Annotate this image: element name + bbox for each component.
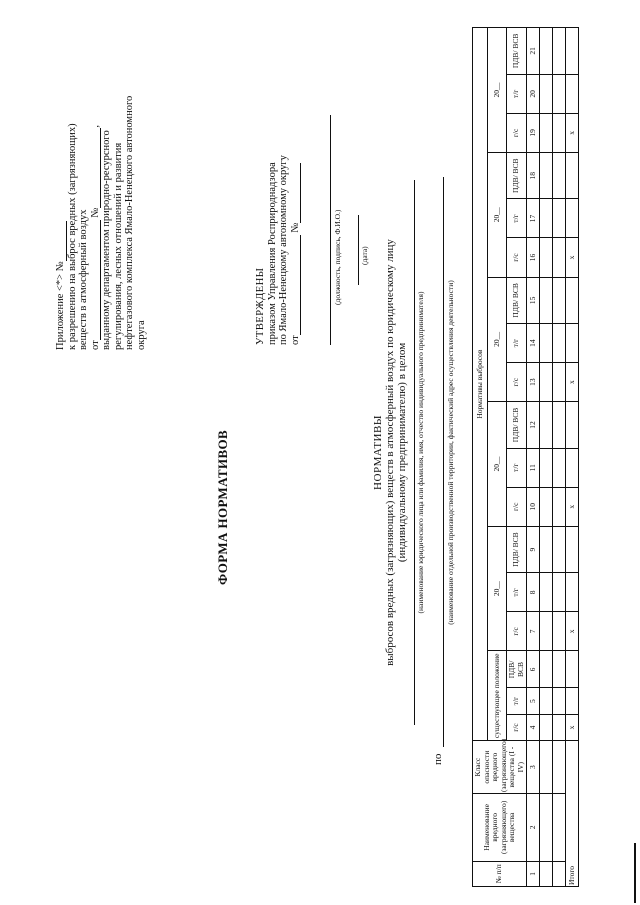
norms-line: (индивидуальному предпринимателю) в целом <box>396 342 408 563</box>
header-gs: г/с <box>507 363 527 402</box>
po-label: по <box>432 753 444 765</box>
cell <box>540 277 553 323</box>
cell <box>553 28 566 75</box>
cell <box>553 861 566 886</box>
approved-block <box>255 55 301 345</box>
header-tg: т/г <box>507 448 527 487</box>
cell <box>540 688 553 714</box>
col-num: 5 <box>527 688 540 714</box>
norms-heading: НОРМАТИВЫ <box>372 415 384 490</box>
header-gs: г/с <box>507 487 527 526</box>
col-num: 3 <box>527 741 540 794</box>
cell <box>566 573 579 612</box>
cell <box>553 526 566 572</box>
col-num: 9 <box>527 526 540 572</box>
header-pdv: ПДВ/ ВСВ <box>507 651 527 688</box>
header-gs: г/с <box>507 714 527 740</box>
approved-line: приказом Управления Росприроднадзора <box>266 162 278 345</box>
approved-no-label: № <box>289 222 301 233</box>
cell <box>540 612 553 651</box>
norms-heading-block <box>372 0 408 905</box>
cell <box>540 402 553 448</box>
cell <box>553 363 566 402</box>
header-tg: т/г <box>507 573 527 612</box>
cell <box>553 612 566 651</box>
cell <box>540 651 553 688</box>
table-row <box>540 28 553 887</box>
cell <box>540 448 553 487</box>
table-row <box>553 28 566 887</box>
cell <box>540 74 553 113</box>
cell <box>540 238 553 277</box>
cell <box>553 199 566 238</box>
cell <box>553 402 566 448</box>
cell <box>553 324 566 363</box>
total-x: x <box>566 714 579 740</box>
col-num: 2 <box>527 794 540 862</box>
cell <box>566 448 579 487</box>
cell <box>540 113 553 152</box>
total-x: x <box>566 487 579 526</box>
col-num: 11 <box>527 448 540 487</box>
date-caption: (дата) <box>360 246 369 265</box>
cell <box>540 714 553 740</box>
col-num: 12 <box>527 402 540 448</box>
appendix-line: нефтегазового комплекса Ямало-Ненецкого автономного <box>124 95 135 350</box>
cell <box>540 363 553 402</box>
header-existing: существующее положение <box>488 651 507 741</box>
cell <box>553 651 566 688</box>
entity-caption: (наименование юридического лица или фамилия, имя, отчество индивидуального предпринимателя) <box>416 291 425 614</box>
approved-heading: УТВЕРЖДЕНЫ <box>255 267 266 345</box>
cell <box>553 74 566 113</box>
header-year: 20__ <box>488 402 507 527</box>
header-tg: т/г <box>507 688 527 714</box>
col-num: 21 <box>527 28 540 75</box>
cell <box>566 688 579 714</box>
cell <box>566 402 579 448</box>
appendix-line: округа <box>135 320 147 350</box>
header-pdv: ПДВ/ ВСВ <box>507 402 527 448</box>
cell <box>540 794 553 862</box>
total-row <box>566 28 579 887</box>
header-tg: т/г <box>507 199 527 238</box>
appendix-from-label: от <box>89 340 101 350</box>
column-number-row <box>527 28 540 887</box>
cell <box>566 526 579 572</box>
approved-line: по Ямало-Ненецкому автономному округу <box>278 155 289 345</box>
col-num: 6 <box>527 651 540 688</box>
header-gs: г/с <box>507 612 527 651</box>
header-gs: г/с <box>507 113 527 152</box>
cell <box>566 277 579 323</box>
cell <box>553 487 566 526</box>
cell <box>553 238 566 277</box>
total-x: x <box>566 238 579 277</box>
cell <box>553 277 566 323</box>
norms-line: выбросов вредных (загрязняющих) веществ в атмосферный воздух по юридическому лицу <box>384 239 396 666</box>
total-x: x <box>566 612 579 651</box>
header-tg: т/г <box>507 324 527 363</box>
norms-table <box>472 27 579 887</box>
col-num: 4 <box>527 714 540 740</box>
signature-caption: (должность, подпись, Ф.И.О.) <box>333 209 342 305</box>
appendix-no-label: № <box>89 207 101 218</box>
header-year: 20__ <box>488 28 507 153</box>
cell <box>566 324 579 363</box>
total-x: x <box>566 113 579 152</box>
entity-name-line <box>414 180 415 725</box>
header-tg: т/г <box>507 74 527 113</box>
cell <box>540 199 553 238</box>
cell <box>540 741 553 794</box>
appendix-line: к разрешению на выброс вредных (загрязняющих) <box>66 123 78 350</box>
cell <box>553 741 566 794</box>
cell <box>540 487 553 526</box>
form-title: ФОРМА НОРМАТИВОВ <box>215 429 230 585</box>
appendix-title: Приложение <*> № <box>55 261 66 350</box>
header-gs: г/с <box>507 238 527 277</box>
col-num: 7 <box>527 612 540 651</box>
col-num: 16 <box>527 238 540 277</box>
top-rule <box>634 843 636 903</box>
appendix-line: регулирования, лесных отношений и развития <box>112 142 124 350</box>
appendix-line: выданному департаментом природно-ресурсного <box>101 130 112 350</box>
header-no: № п/п <box>473 861 527 886</box>
col-num: 14 <box>527 324 540 363</box>
cell <box>553 448 566 487</box>
col-num: 1 <box>527 861 540 886</box>
cell <box>566 152 579 198</box>
total-x: x <box>566 363 579 402</box>
header-year: 20__ <box>488 152 507 277</box>
header-pdv: ПДВ/ ВСВ <box>507 28 527 75</box>
cell <box>553 714 566 740</box>
appendix-line: веществ в атмосферный воздух <box>78 209 89 350</box>
header-norms-group: Нормативы выбросов <box>473 28 488 741</box>
col-num: 10 <box>527 487 540 526</box>
appendix-block: Приложение <*> № к разрешению на выброс вредных (загрязняющих) веществ в атмосферный воздух от №, выданному департаментом природно-ресурсного регулирования, лесных отношений и развития нефтегазового комплекса Ямало-Ненецкого автономного округа <box>55 10 147 350</box>
approved-from-label: от <box>289 335 301 345</box>
col-num: 18 <box>527 152 540 198</box>
signature-line <box>330 115 331 345</box>
total-label: Итого <box>566 741 579 887</box>
col-num: 8 <box>527 573 540 612</box>
header-substance: Наименование вредного (загрязняющего) вещества <box>473 794 527 862</box>
cell <box>540 526 553 572</box>
cell <box>540 861 553 886</box>
col-num: 19 <box>527 113 540 152</box>
header-year: 20__ <box>488 526 507 651</box>
cell <box>553 794 566 862</box>
territory-caption: (наименование отдельной производственной территории, фактический адрес осуществления деятельности) <box>446 280 455 625</box>
number-blank <box>300 163 301 223</box>
cell <box>540 28 553 75</box>
territory-line <box>443 177 444 747</box>
col-num: 15 <box>527 277 540 323</box>
cell <box>566 199 579 238</box>
header-pdv: ПДВ/ ВСВ <box>507 526 527 572</box>
date-blank <box>300 235 301 335</box>
cell <box>553 152 566 198</box>
cell <box>540 573 553 612</box>
cell <box>566 28 579 75</box>
date-line <box>358 215 359 285</box>
cell <box>540 152 553 198</box>
col-num: 17 <box>527 199 540 238</box>
cell <box>566 74 579 113</box>
cell <box>553 688 566 714</box>
cell <box>553 113 566 152</box>
cell <box>553 573 566 612</box>
col-num: 20 <box>527 74 540 113</box>
col-num: 13 <box>527 363 540 402</box>
header-hazard-class: Класс опасности вредного (загрязняющего) вещества (I - IV) <box>473 738 525 793</box>
header-pdv: ПДВ/ ВСВ <box>507 152 527 198</box>
cell <box>540 324 553 363</box>
header-year: 20__ <box>488 277 507 402</box>
header-row <box>473 28 488 887</box>
header-pdv: ПДВ/ ВСВ <box>507 277 527 323</box>
cell <box>566 651 579 688</box>
